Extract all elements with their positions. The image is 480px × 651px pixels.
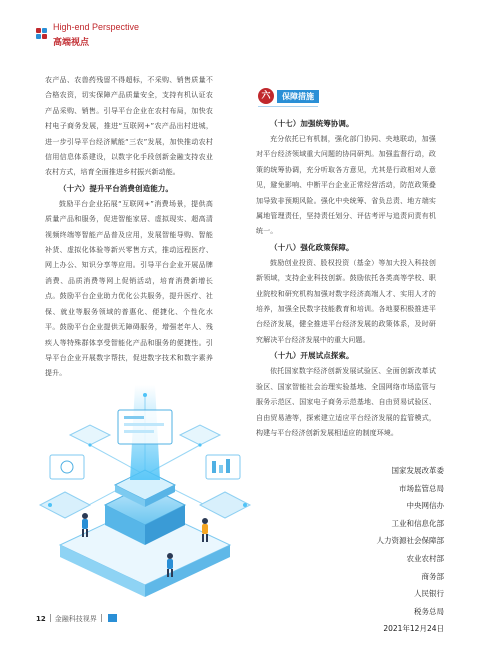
footer-divider [50,614,51,622]
section-divider [258,106,318,107]
footer-divider [101,614,102,622]
signatory: 国家发展改革委 [391,466,444,475]
subheading-18: （十八）强化政策保障。 [270,242,354,252]
left-column [45,73,213,382]
journal-logo-icon [108,614,117,622]
signatory: 人力资源社会保障部 [376,536,444,546]
paragraph: 充分依托已有机制，强化部门协同、央地联动，加强对平台经济领域重大问题的协同研判。加强监督行动，政策的统筹协调，充分听取各方意见，尤其是行政相对人意见，避免影响、中断平台企业正常经营活动，防范政策叠加导致非预期风险。强化中央统筹、省负总责、地方端实属地管理责任，坚持责任划分、评估考评与追责问责有机统一。 [256,135,436,236]
brand-logo-icon [36,28,50,42]
paragraph: 鼓励平台企业拓展“互联网+”消费场景，提供高质量产品和服务，促进智能家居、虚拟现实、超高清视频终端等智能产品普及应用，发展智能导购、智能补货、虚拟化体验等新兴零售方式，推动远程医疗、网上办公、知识分享等应用。引导平台企业开展品牌消费、品质消费等网上促销活动，培育消费新增长点。鼓励平台企业助力优化公共服务，提升医疗、社保、就业等服务领域的普惠化、便捷化、个性化水平。鼓励平台企业提供无障碍服务，增强老年人、残疾人等特殊群体享受智能化产品和服务的便捷性。引导平台企业开展数字帮扶，促进数字技术和数字素养提升。 [45,199,213,378]
subheading-16: （十六）提升平台消费创造能力。 [59,183,173,193]
column-title-cn: 高端视点 [53,38,90,48]
issue-date: 2021年12月24日 [383,624,444,634]
signatory: 人民银行 [414,589,444,599]
journal-name: 金融科技视界 [54,615,97,623]
page-footer [36,614,117,624]
digital-platform-illustration [30,355,260,605]
section-number: 六 [258,88,274,104]
section-title: 保障措施 [277,90,319,103]
paragraph: 依托国家数字经济创新发展试验区、全面创新改革试验区、国家智能社会治理实验基地、全国网络市场监管与服务示范区、国家电子商务示范基地、自由贸易试验区、自由贸易港等，探索建立适应平台经济发展的监管模式，构建与平台经济创新发展相适应的制度环境。 [256,367,436,437]
page-number: 12 [36,615,46,623]
signatory: 工业和信息化部 [391,518,444,528]
column-title-en: High-end Perspective [53,22,140,32]
signatory-list [377,462,445,638]
paragraph: 农产品、农兽药残留不得超标，不采购、销售质量不合格农资，切实保障产品质量安全，支持有机认证农产品采购、销售。引导平台企业在农村布局，加快农村电子商务发展，推进“互联网+”农产品出村进城，进一步引导平台经济赋能“三农”发展，加快推动农村信用信息体系建设，以数字化手段创新金融支持农业农村方式，培育全面推进乡村振兴新动能。 [45,76,213,177]
subheading-17: （十七）加强统筹协调。 [270,119,354,128]
right-column [256,116,436,441]
signatory: 商务部 [421,571,444,581]
paragraph: 鼓励创业投资、股权投资（基金）等加大投入科技创新领域，支持企业科技创新。鼓励依托各类高等学校、职业院校和研究机构加强对数字经济高端人才、实用人才的培养，加强全民数字技能教育和培训。各地要积极推进平台经济发展，健全推进平台经济发展的政策体系，及时研究解决平台经济发展中的重大问题。 [256,258,436,344]
signatory: 中央网信办 [406,501,444,511]
signatory: 税务总局 [414,606,444,616]
signatory: 市场监管总局 [399,483,444,493]
subheading-19: （十九）开展试点探索。 [270,351,354,361]
signatory: 农业农村部 [406,553,444,563]
